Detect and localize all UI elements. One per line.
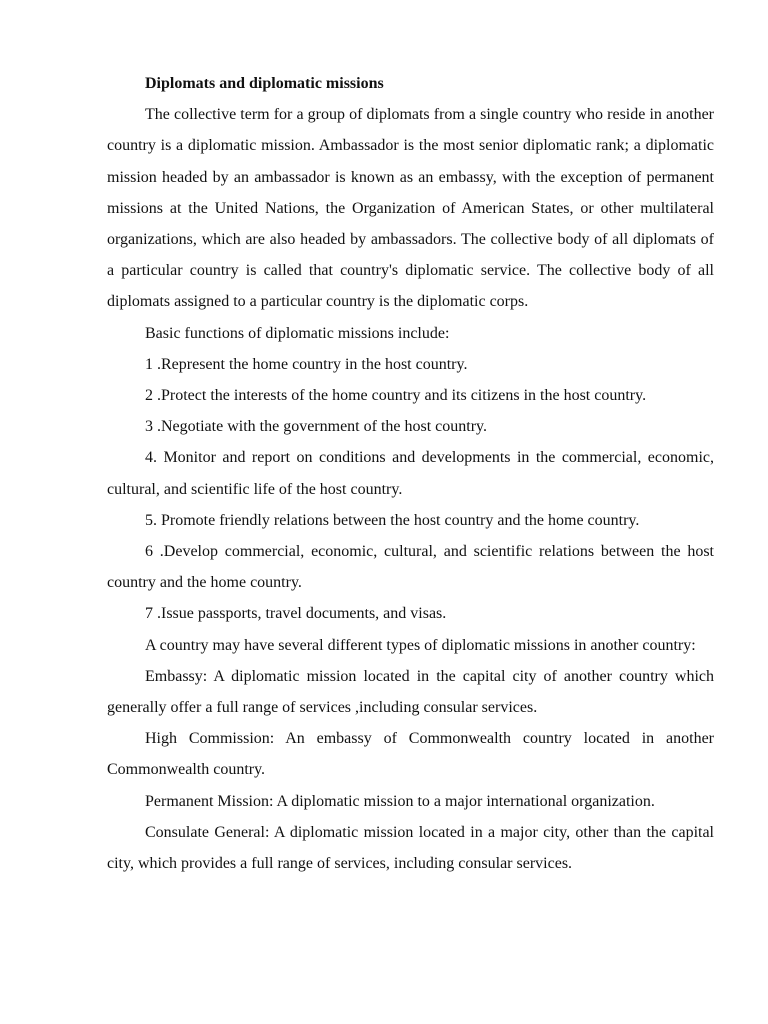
- document-page: [107, 68, 714, 879]
- list-item-function-4: 4. Monitor and report on conditions and developments in the commercial, economic, cultural, and scientific life of the host country.: [107, 449, 714, 498]
- paragraph-consulate-general: Consulate General: A diplomatic mission located in a major city, other than the capital city, which provides a full range of services, including consular services.: [107, 823, 714, 873]
- list-item-function-7: 7 .Issue passports, travel documents, and visas.: [145, 605, 447, 623]
- paragraph-mission-types: A country may have several different types of diplomatic missions in another country:: [145, 636, 696, 654]
- list-item-function-5: 5. Promote friendly relations between the host country and the home country.: [145, 511, 640, 529]
- list-item-function-3: 3 .Negotiate with the government of the host country.: [145, 418, 487, 436]
- paragraph-high-commission: High Commission: An embassy of Commonwealth country located in another Commonwealth country.: [107, 730, 714, 779]
- list-item-function-2: 2 .Protect the interests of the home country and its citizens in the host country.: [145, 387, 647, 405]
- paragraph-intro: The collective term for a group of diplomats from a single country who reside in another country is a diplomatic mission. Ambassador is the most senior diplomatic rank; a diplomatic mission headed by an ambassador is known as an embassy, with the exception of permanent missions at the United Nations, the Organization of American States, or other multilateral organizations, which are also headed by ambassadors. The collective body of all diplomats of a particular country is called that country's diplomatic service. The collective body of all diplomats assigned to a particular country is the diplomatic corps.: [107, 106, 714, 311]
- paragraph-functions-heading: Basic functions of diplomatic missions include:: [145, 324, 450, 342]
- list-item-function-1: 1 .Represent the home country in the host country.: [145, 355, 468, 373]
- list-item-function-6: 6 .Develop commercial, economic, cultural, and scientific relations between the host country and the home country.: [107, 543, 714, 592]
- paragraph-permanent-mission: Permanent Mission: A diplomatic mission to a major international organization.: [145, 792, 655, 810]
- document-title: Diplomats and diplomatic missions: [145, 75, 384, 92]
- paragraph-embassy: Embassy: A diplomatic mission located in the capital city of another country which generally offer a full range of services ,including consular services.: [107, 667, 714, 717]
